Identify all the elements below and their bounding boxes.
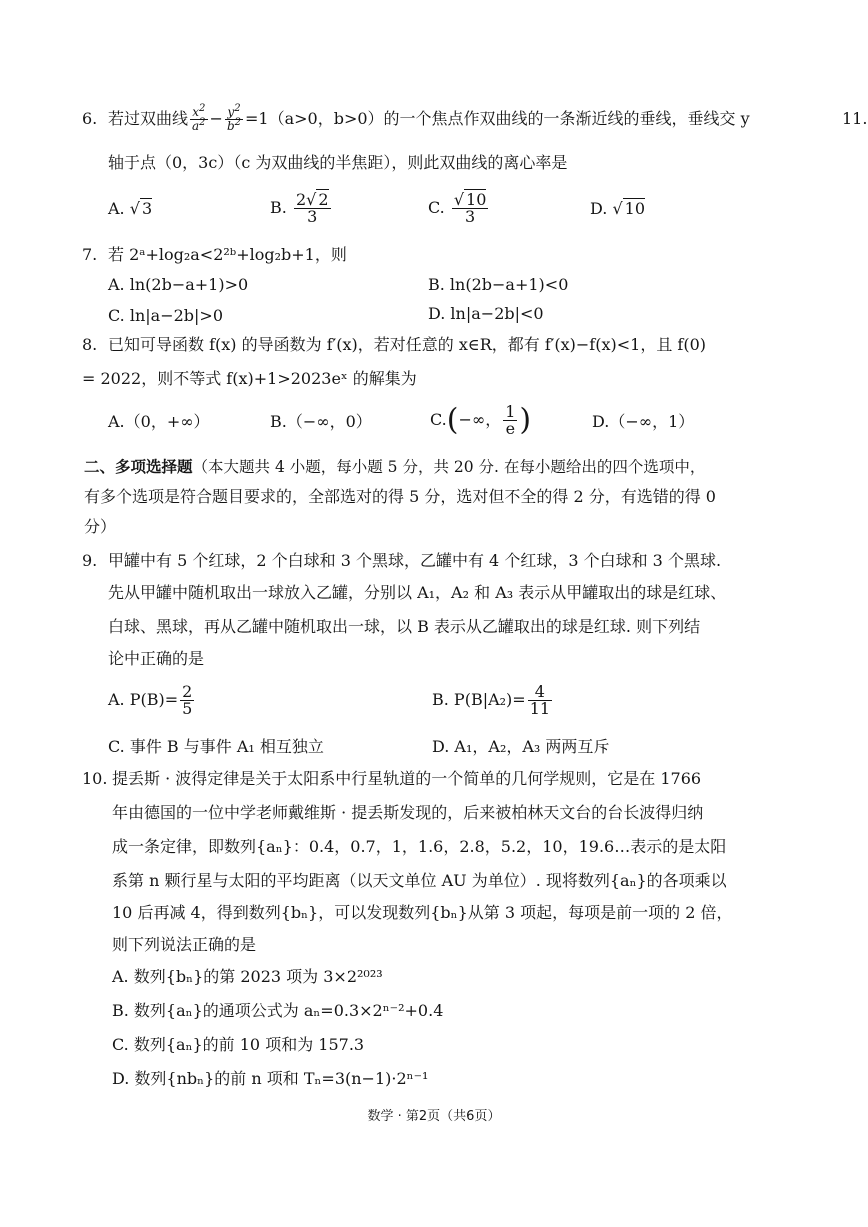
stem-text: =1（a>0，b>0）的一个焦点作双曲线的一条渐近线的垂线，垂线交 y xyxy=(245,109,750,128)
question-6-line-2: 轴于点（0，3c）（c 为双曲线的半焦距），则此双曲线的离心率是 xyxy=(108,153,568,172)
option-a: A. P(B)= $\frac{2}{5}$ xyxy=(108,682,193,718)
question-line-2: 先从甲罐中随机取出一球放入乙罐，分别以 A₁，A₂ 和 A₃ 表示从甲罐取出的球是红球、 xyxy=(108,583,727,602)
question-line-1: 提丢斯 · 波得定律是关于太阳系中行星轨道的一个简单的几何学规则，它是在 1766 xyxy=(112,769,702,788)
option-b: B. $\frac{2√ 2}{3}$ xyxy=(270,190,329,226)
question-line-4: 论中正确的是 xyxy=(108,649,205,668)
option-d: D. ln|a−2b|<0 xyxy=(428,304,544,323)
stem-text: 若过双曲线 xyxy=(108,109,189,128)
option-d: D. 数列{nbₙ}的前 n 项和 Tₙ=3(n−1)·2ⁿ⁻¹ xyxy=(112,1069,429,1088)
fraction-y2-b2: $\frac{y^2}{b^2}$ xyxy=(226,103,242,133)
question-line-1: 已知可导函数 f(x) 的导函数为 f′(x)，若对任意的 x∈R，都有 f′(x)−f(x)<1，且 f(0) xyxy=(108,335,706,354)
option-c: C. 事件 B 与事件 A₁ 相互独立 xyxy=(108,737,324,756)
option-b: B. 数列{aₙ}的通项公式为 aₙ=0.3×2ⁿ⁻²+0.4 xyxy=(112,1001,444,1020)
question-number: 7. xyxy=(82,245,98,264)
section-line-3: 分） xyxy=(84,517,117,536)
option-b: B.（−∞，0） xyxy=(270,412,372,431)
question-stem: 若 2ᵃ+log₂a<2²ᵇ+log₂b+1，则 xyxy=(108,245,347,264)
question-number: 10. xyxy=(82,769,108,788)
section-line-1: 二、多项选择题（本大题共 4 小题，每小题 5 分，共 20 分. 在每小题给出的四个选项中， xyxy=(84,458,706,476)
question-line-2: = 2022，则不等式 f(x)+1>2023eˣ 的解集为 xyxy=(82,369,417,388)
option-d: D. √ 10 xyxy=(590,199,645,218)
option-b: B. ln(2b−a+1)<0 xyxy=(428,275,569,294)
option-a: A. 数列{bₙ}的第 2023 项为 3×2²⁰²³ xyxy=(112,967,383,986)
question-line-4: 系第 n 颗行星与太阳的平均距离（以天文单位 AU 为单位）. 现将数列{aₙ}的各项乘以 xyxy=(112,871,727,890)
option-c: C.(−∞， $\frac{1}{e}$ ) xyxy=(430,402,532,438)
question-line-6: 则下列说法正确的是 xyxy=(112,935,257,954)
option-c: C. 数列{aₙ}的前 10 项和为 157.3 xyxy=(112,1035,365,1054)
question-number: 6. xyxy=(82,109,98,128)
option-b: B. P(B|A₂)= $\frac{4}{11}$ xyxy=(432,682,551,718)
option-d: D. A₁，A₂，A₃ 两两互斥 xyxy=(432,737,610,756)
question-line-3: 成一条定律，即数列{aₙ}：0.4，0.7，1，1.6，2.8，5.2，10，19.6…表示的是太阳 xyxy=(112,837,727,856)
option-c: C. ln|a−2b|>0 xyxy=(108,306,223,325)
question-line-5: 10 后再减 4，得到数列{bₙ}，可以发现数列{bₙ}从第 3 项起，每项是前一项的 2 倍， xyxy=(112,903,733,922)
option-d: D.（−∞，1） xyxy=(592,412,695,431)
page-footer: 数学 · 第2页（共6页） xyxy=(367,1109,501,1124)
question-line-3: 白球、黑球，再从乙罐中随机取出一球，以 B 表示从乙罐取出的球是红球. 则下列结 xyxy=(108,617,701,636)
question-number: 8. xyxy=(82,335,98,354)
right-margin-question-number: 11. xyxy=(842,109,868,128)
section-line-2: 有多个选项是符合题目要求的，全部选对的得 5 分，选对但不全的得 2 分，有选错的得 0 xyxy=(84,487,716,506)
question-line-1: 甲罐中有 5 个红球，2 个白球和 3 个黑球，乙罐中有 4 个红球，3 个白球和 3 个黑球. xyxy=(108,551,722,570)
question-line-2: 年由德国的一位中学老师戴维斯 · 提丢斯发现的，后来被柏林天文台的台长波得归纳 xyxy=(112,803,704,822)
option-a: A.（0，+∞） xyxy=(108,412,210,431)
option-a: A. ln(2b−a+1)>0 xyxy=(108,275,249,294)
fraction-x2-a2: $\frac{x^2}{a^2}$ xyxy=(192,103,206,133)
question-6-line-1: 若过双曲线 $\frac{x^2}{a^2}$ − $\frac{y^2}{b^2}$ =1（a>0，b>0）的一个焦点作双曲线的一条渐近线的垂线，垂线交 y xyxy=(108,103,750,133)
option-c: C. $\frac{√ 10}{3}$ xyxy=(428,190,487,226)
option-a: A. √ 3 xyxy=(108,199,153,218)
question-number: 9. xyxy=(82,551,98,570)
